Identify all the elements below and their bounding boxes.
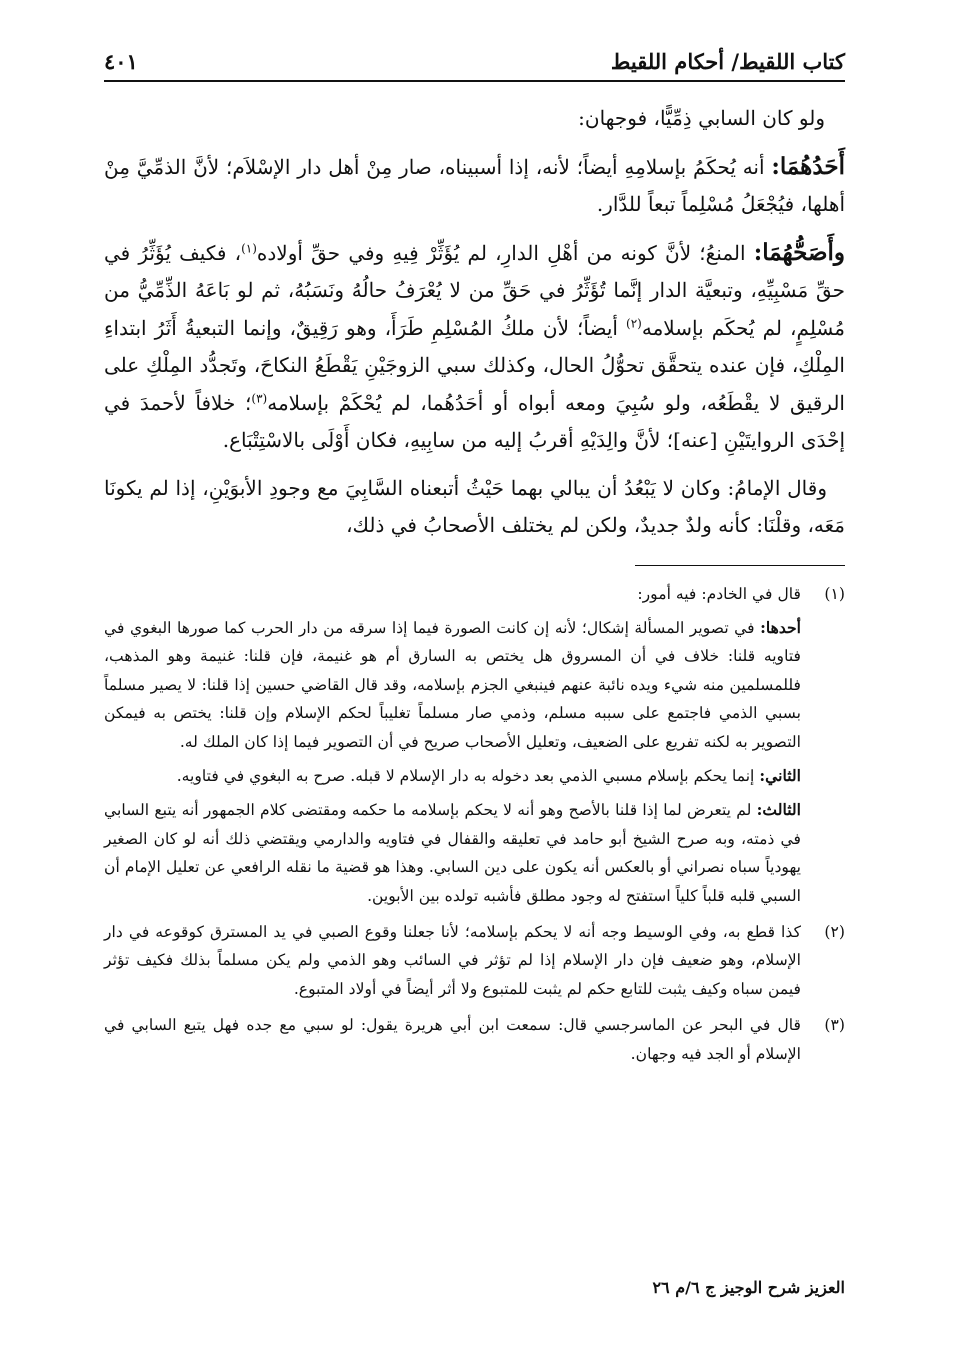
footnote-number: (٣) xyxy=(824,1016,845,1035)
point-heading: أحدها: xyxy=(760,617,801,637)
second-view-text-a: المنعُ؛ لأنَّ كونه من أهْلِ الدارِ، لم يُؤَثِّرْ فِيهِ وفي حقِّ أولاده xyxy=(256,240,746,265)
footnote-3 xyxy=(104,1011,845,1074)
footnote-1-intro: قال في الخادم: فيه أمور: xyxy=(637,584,801,603)
point-text: إنما يحكم بإسلام مسبي الذمي بعد دخوله به دار الإسلام لا قبله. صرح به البغوي في فتاويه. xyxy=(176,766,755,785)
footnote-separator xyxy=(635,565,845,566)
point-text: لم يتعرض لما إذا قلنا بالأصح وهو أنه لا يحكم بإسلامه ما حكمه ومقتضى كلام الجمهور أنه يتبع السابي في ذمته، وبه صرح الشيخ أبو حامد في تعليقه والقفال في فتاويه والدارمي ويقتضي ذلك أنه لو كان الصغير يهودياً سباه نصراني أو بالعكس أنه يكون على دين السابي. وهذا هو قضية ما نقله الرافعي عن تعليل الإمام أن السبي قلبه قلباً كلياً استفتح له وجود مطلق فأشبه تولده بين الأبوين. xyxy=(104,801,801,905)
volume-signature: العزيز شرح الوجيز ج ٦/م ٢٦ xyxy=(652,1278,845,1297)
paragraph-first-view xyxy=(104,148,845,224)
first-view-heading: أَحَدُهُمَا: xyxy=(771,152,845,180)
footnote-1-point-2 xyxy=(104,762,801,790)
footnote-number: (٢) xyxy=(824,922,845,941)
paragraph-second-view xyxy=(104,234,845,460)
footnote-2-text: كذا قطع به، وفي الوسيط وجه أنه لا يحكم بإسلامه؛ لأنا جعلنا وقوع الصبي في يد المسترق كوقوعه في دار الإسلام، وهو ضعيف فإن دار الإسلام إذا لم تؤثر في السائب وهو الذمي ولم يكن مسلماً بذلك فكيف تؤثر فيمن سباه وكيف يثبت للتابع حكم لم يثبت للمتبوع ولا أثر أيضاً في أولاد المتبوع. xyxy=(104,922,801,998)
page-number: ٤٠١ xyxy=(104,49,138,74)
footnote-ref-1: (١) xyxy=(241,240,257,255)
footnote-1-point-1 xyxy=(104,614,801,756)
point-heading: الثاني: xyxy=(759,765,801,785)
footnote-number: (١) xyxy=(824,584,845,603)
footnote-body xyxy=(104,1011,801,1074)
footnote-ref-3: (٣) xyxy=(251,390,268,405)
paragraph-imam: وقال الإمامُ: وكان لا يَبْعُدُ أن يبالي بهما حَيْثُ أتبعناه السَّابِيَ مع وجودِ الأبوَيْنِ، إذا لم يكونَا مَعَه، وقلْنَا: كأنه ولدٌ جديدٌ، ولكن لم يختلف الأصحابُ في ذلك، xyxy=(104,475,845,537)
footnote-body xyxy=(104,580,801,916)
chapter-title: كتاب اللقيط/ أحكام اللقيط xyxy=(610,49,845,74)
footnote-body xyxy=(104,918,801,1009)
footnote-1 xyxy=(104,580,845,916)
footnote-1-point-3 xyxy=(104,796,801,910)
running-head xyxy=(104,38,845,82)
second-view-text-c: أيضاً؛ لأن ملكُ المُسْلِمِ طَرَأَ، وهو رَقِيقٌ، وإنما التبعيةُ أَثَرُ ابتداءِ المِلْكِ، فإن عنده يتحقَّق تحوُّلُ الحال، وكذلك سبي الزوجَيْنِ يَقْطَعُ النكاحَ، وتَجدُّد المِلْكِ على الرقيق لا يقْطَعُه، ولو سُبِيَ ومعه أبواه أو أحَدُهُما، لم يُحْكَمْ بإسلامه xyxy=(104,315,845,415)
footnotes xyxy=(104,580,845,1075)
main-text xyxy=(104,100,845,545)
second-view-text-b: ، فكيف يُؤَثِّرُ في حقِّ مَسْبِيِّهِ، وتبعيَّة الدار إنَّما تُؤَثِّرُ في حَقِّ من لا يُعْرَفُ حالُهُ ونَسَبُهُ، ثم لو بَاعَهُ الذِّمِّيُّ من مُسْلِمٍ، لم يُحكَم بإسلامه xyxy=(104,240,845,340)
footnote-ref-2: (٢) xyxy=(626,315,642,330)
point-text: في تصوير المسألة إشكال؛ لأنه إن كانت الصورة فيما إذا سرقه من دار الحرب كما صورها البغوي في فتاويه قلنا: خلاف في أن المسروق هل يختص به السارق أم هو غنيمة، فإن قلنا: غنيمة وهو المذهب، فللمسلمين منه شيء ويده نائبة عنهم فينبغي الجزم بإسلامه، وقد قال القاضي حسين إذا قلنا: لا يصير مسلماً بسبي الذمي فاجتمع على سببه مسلم، وذمي صار مسلماً تغليباً لحكم الإسلام وإن قلنا: يختص به فيمكن التصوير به لكنه تفريع على الضعيف، وتعليل الأصحاب صريح في أن التصوير فيما إذا كان الملك له. xyxy=(104,618,801,751)
first-view-text: أنه يُحكَمُ بإسلامِهِ أيضاً؛ لأنه، إذا أسبيناه، صار مِنْ أهل دار الإسْلاَم؛ لأنَّ الذمِّيَّ مِنْ أهلها، فيُجْعَلُ مُسْلِماً تبعاً للدَّار. xyxy=(104,154,845,216)
point-heading: الثالث: xyxy=(756,800,801,820)
second-view-heading: وأَصَحُّهُمَا: xyxy=(753,238,845,266)
footnote-3-text: قال في البحر عن الماسرجسي قال: سمعت ابن أبي هريرة يقول: لو سبي مع جده فهل يتبع السابي في الإسلام أو الجد فيه وجهان. xyxy=(104,1016,801,1063)
second-view-text-d: ؛ خلافاً لأحمدَ في إحْدَى الروايتَيْنِ [عنه]؛ لأنَّ والِدَيْهِ أقربُ إليه من سابِيهِ، فكان أَوْلَى بالاسْتِتْبَاع. xyxy=(104,390,845,452)
footnote-2 xyxy=(104,918,845,1009)
paragraph-intro: ولو كان السابي ذِمِّيًّا، فوجهان: xyxy=(578,106,825,130)
